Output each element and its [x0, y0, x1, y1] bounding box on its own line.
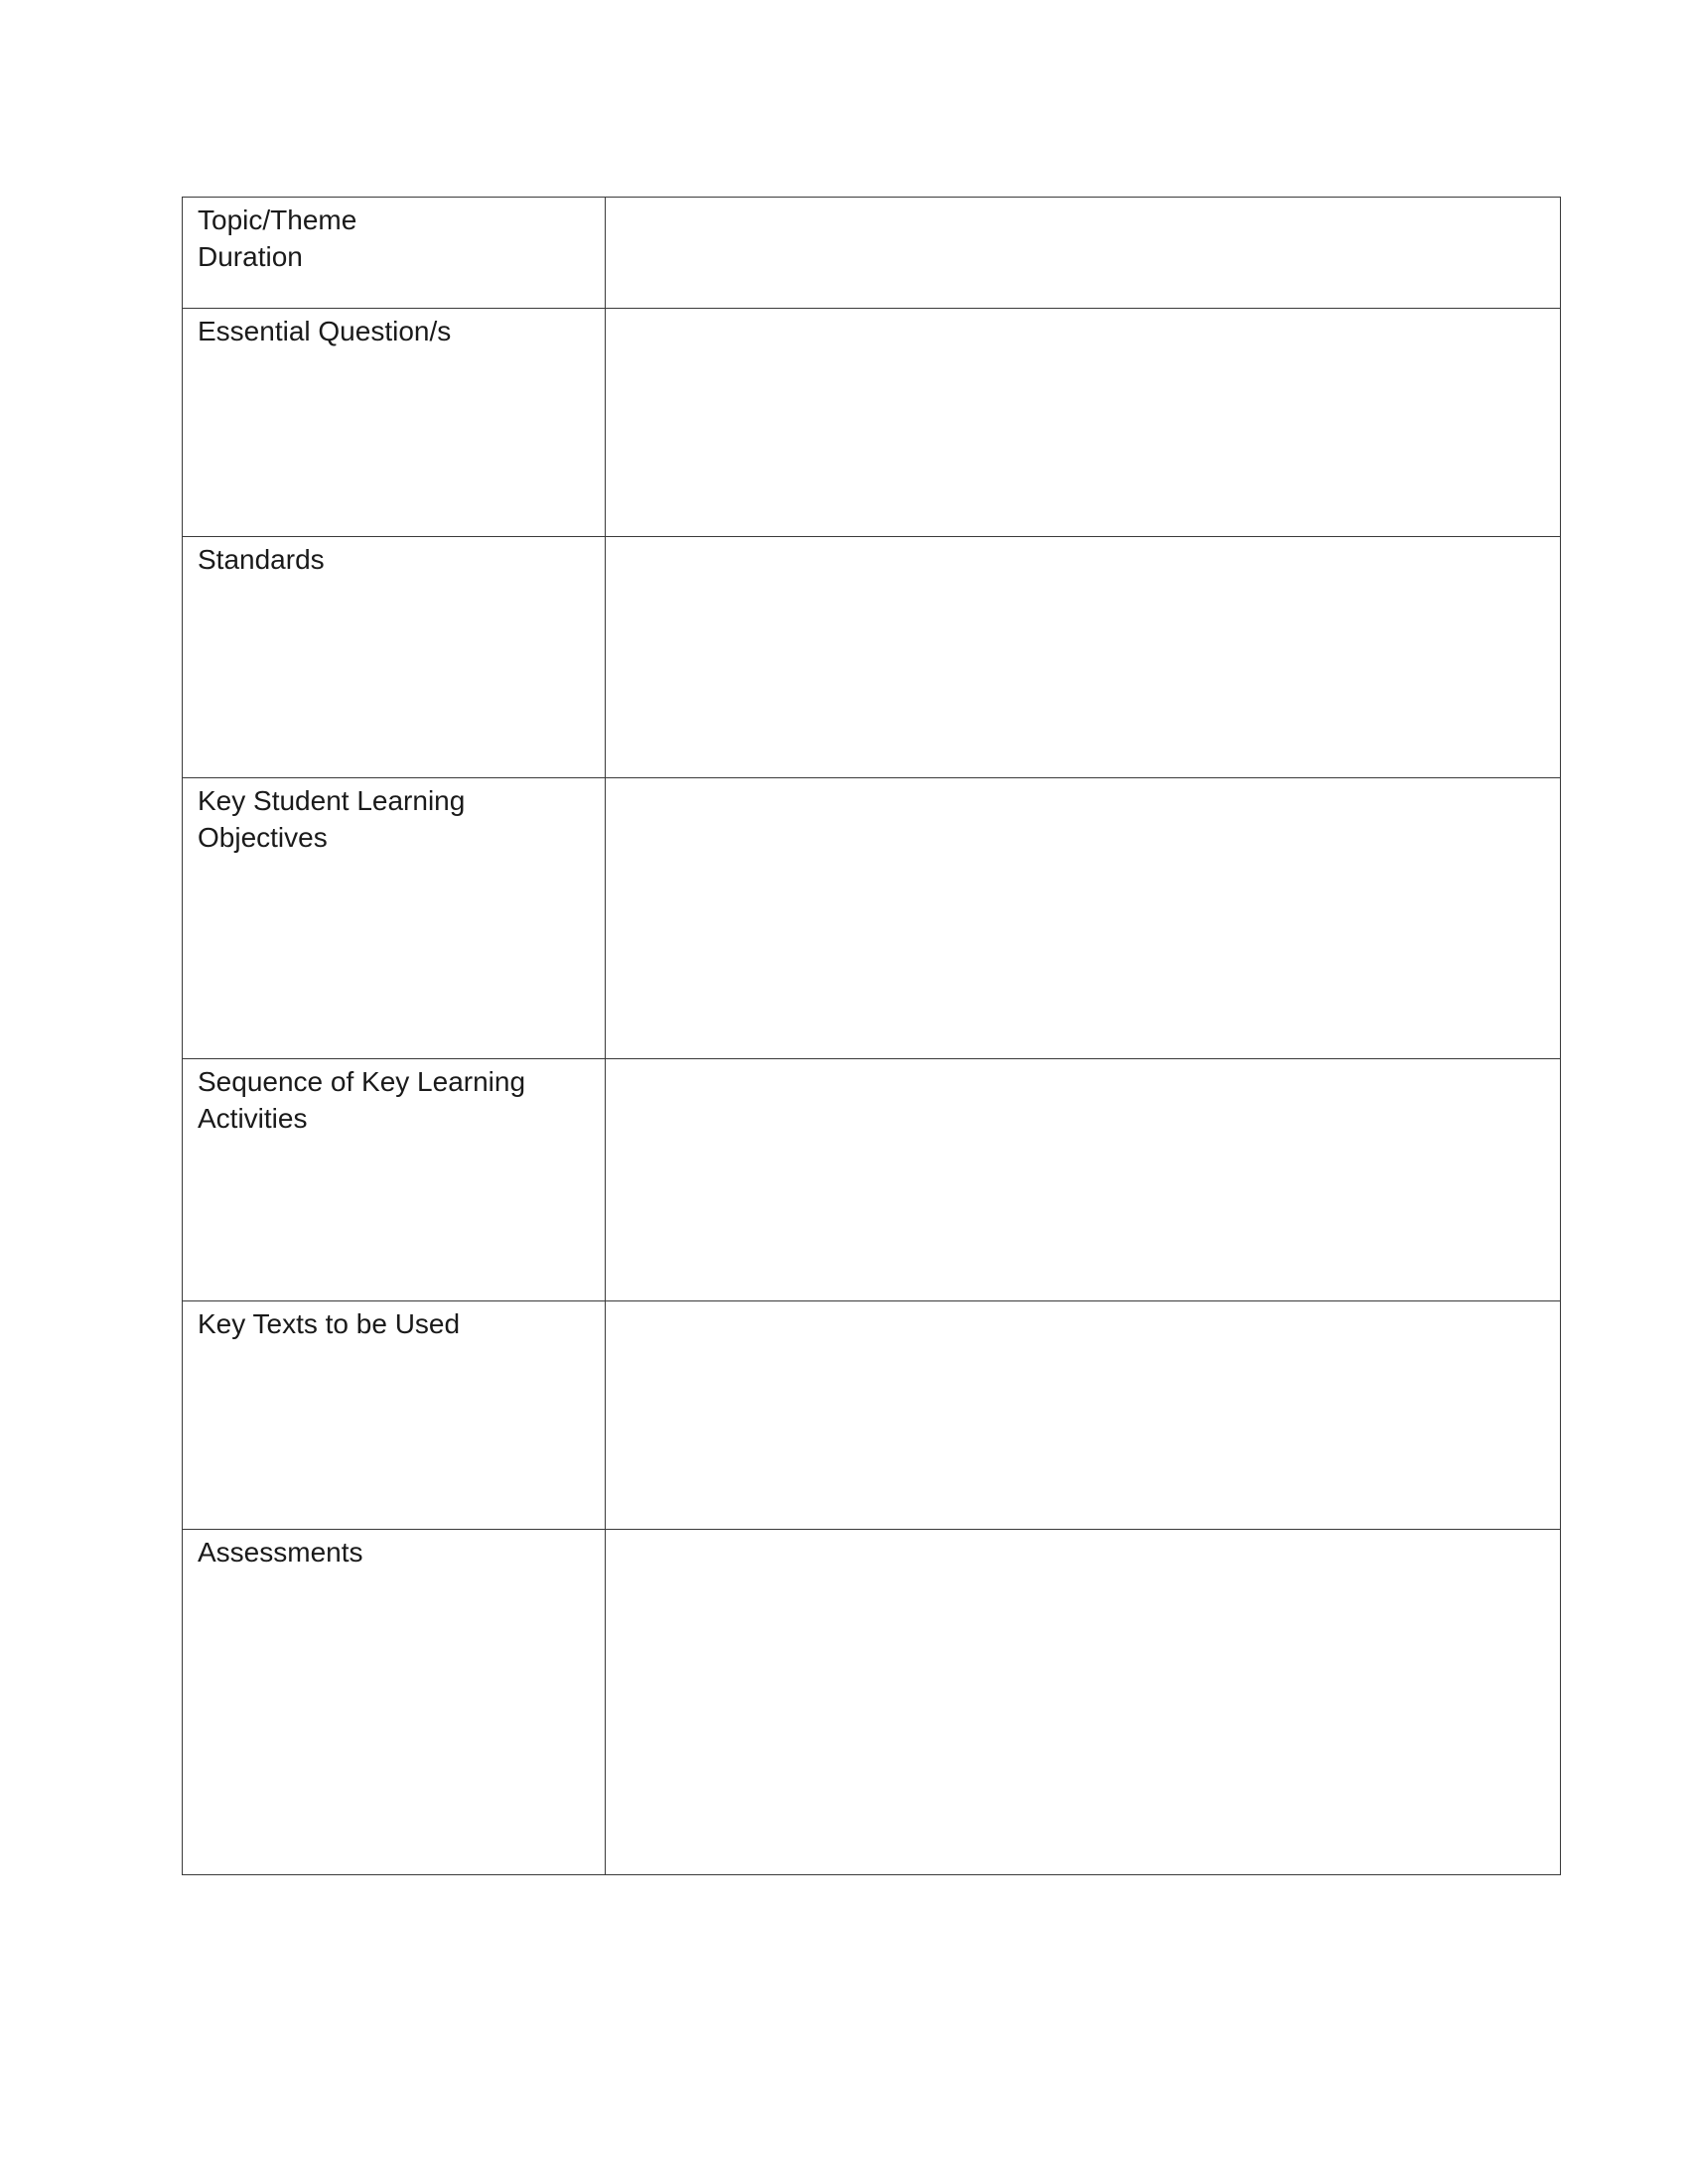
table-row-topic-duration [183, 198, 1561, 309]
label-cell-learning-activities [183, 1059, 606, 1301]
table-row-key-texts [183, 1301, 1561, 1530]
row-label: Key Texts to be Used [198, 1308, 461, 1339]
row-label: Sequence of Key Learning Activities [198, 1066, 526, 1134]
value-cell-standards[interactable] [606, 537, 1561, 778]
table-row-essential-questions [183, 309, 1561, 537]
label-cell-standards [183, 537, 606, 778]
value-cell-assessments[interactable] [606, 1530, 1561, 1875]
label-cell-key-texts [183, 1301, 606, 1530]
table-row-standards [183, 537, 1561, 778]
row-label: Essential Question/s [198, 316, 452, 346]
label-cell-essential-questions [183, 309, 606, 537]
label-cell-assessments [183, 1530, 606, 1875]
label-cell-learning-objectives [183, 778, 606, 1059]
row-label: Standards [198, 544, 325, 575]
row-label: Topic/Theme Duration [198, 205, 357, 272]
table-row-learning-activities [183, 1059, 1561, 1301]
table-row-assessments [183, 1530, 1561, 1875]
table-row-learning-objectives [183, 778, 1561, 1059]
value-cell-learning-activities[interactable] [606, 1059, 1561, 1301]
label-cell-topic-duration [183, 198, 606, 309]
row-label: Key Student Learning Objectives [198, 785, 466, 853]
value-cell-essential-questions[interactable] [606, 309, 1561, 537]
value-cell-learning-objectives[interactable] [606, 778, 1561, 1059]
value-cell-topic-duration[interactable] [606, 198, 1561, 309]
value-cell-key-texts[interactable] [606, 1301, 1561, 1530]
row-label: Assessments [198, 1537, 363, 1568]
unit-plan-table [182, 197, 1561, 1875]
